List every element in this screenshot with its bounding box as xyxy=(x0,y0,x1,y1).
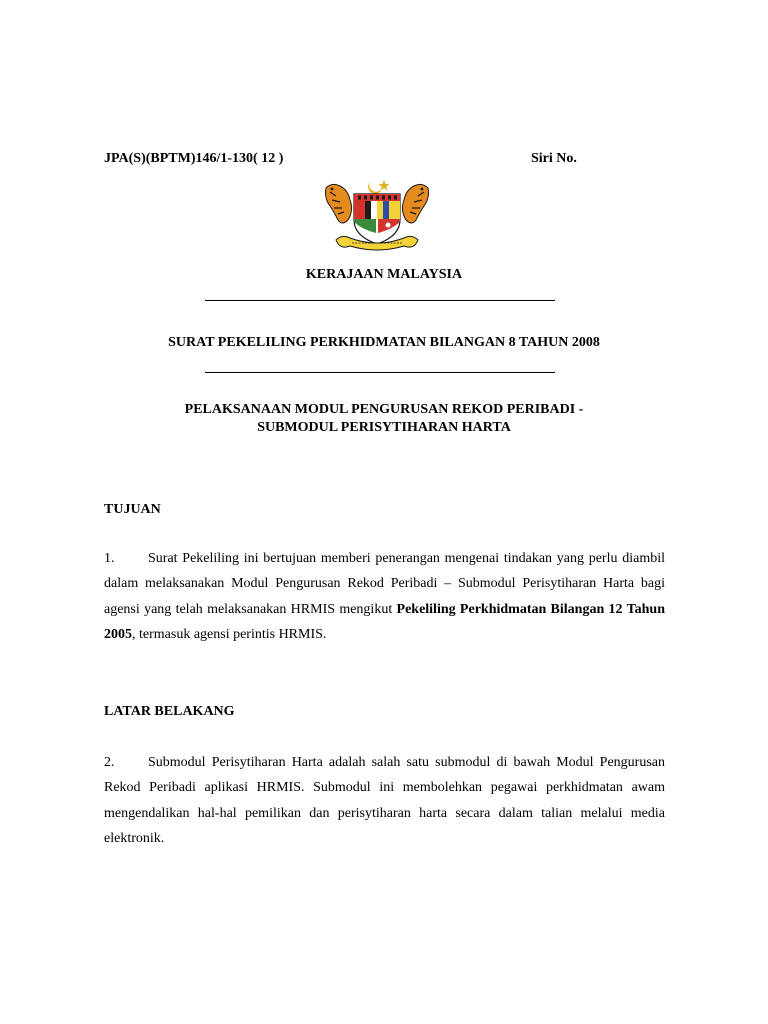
government-heading: KERAJAAN MALAYSIA xyxy=(305,267,463,282)
subject-heading xyxy=(0,401,768,437)
paragraph-2 xyxy=(104,750,665,851)
malaysia-coat-of-arms-icon xyxy=(318,178,436,258)
paragraph-number: 1. xyxy=(104,551,115,566)
section-heading-tujuan: TUJUAN xyxy=(104,502,161,517)
circular-title: SURAT PEKELILING PERKHIDMATAN BILANGAN 8 TAHUN 2008 xyxy=(168,335,600,350)
subject-line-2: SUBMODUL PERISYTIHARAN HARTA xyxy=(257,420,511,435)
subject-line-1: PELAKSANAAN MODUL PENGURUSAN REKOD PERIBADI - xyxy=(184,402,584,417)
paragraph-text-end: , termasuk agensi perintis HRMIS. xyxy=(132,626,327,642)
reference-number: JPA(S)(BPTM)146/1-130( 12 ) xyxy=(104,151,284,166)
paragraph-1 xyxy=(104,546,665,647)
paragraph-number: 2. xyxy=(104,755,115,770)
paragraph-bold-reference: Pekeliling Perkhidmatan Bilangan 12 Tahun 2005 xyxy=(104,601,666,642)
divider-rule-bottom xyxy=(205,372,555,373)
siri-number-label: Siri No. xyxy=(531,151,577,166)
divider-rule-top xyxy=(205,300,555,301)
paragraph-text: Submodul Perisytiharan Harta adalah salah satu submodul di bawah Modul Pengurusan Rekod Peribadi aplikasi HRMIS. Submodul ini membolehkan pegawai perkhidmatan awam mengendalikan hal-hal pemilikan dan perisytiharan harta secara dalam talian melalui media elektronik. xyxy=(104,755,665,846)
section-heading-latar-belakang: LATAR BELAKANG xyxy=(104,704,235,719)
paragraph-text: Surat Pekeliling ini bertujuan memberi penerangan mengenai tindakan yang perlu diambil dalam melaksanakan Modul Pengurusan Rekod Peribadi – Submodul Perisytiharan Harta bagi agensi yang telah melaksanakan HRMIS mengikut xyxy=(104,551,665,617)
